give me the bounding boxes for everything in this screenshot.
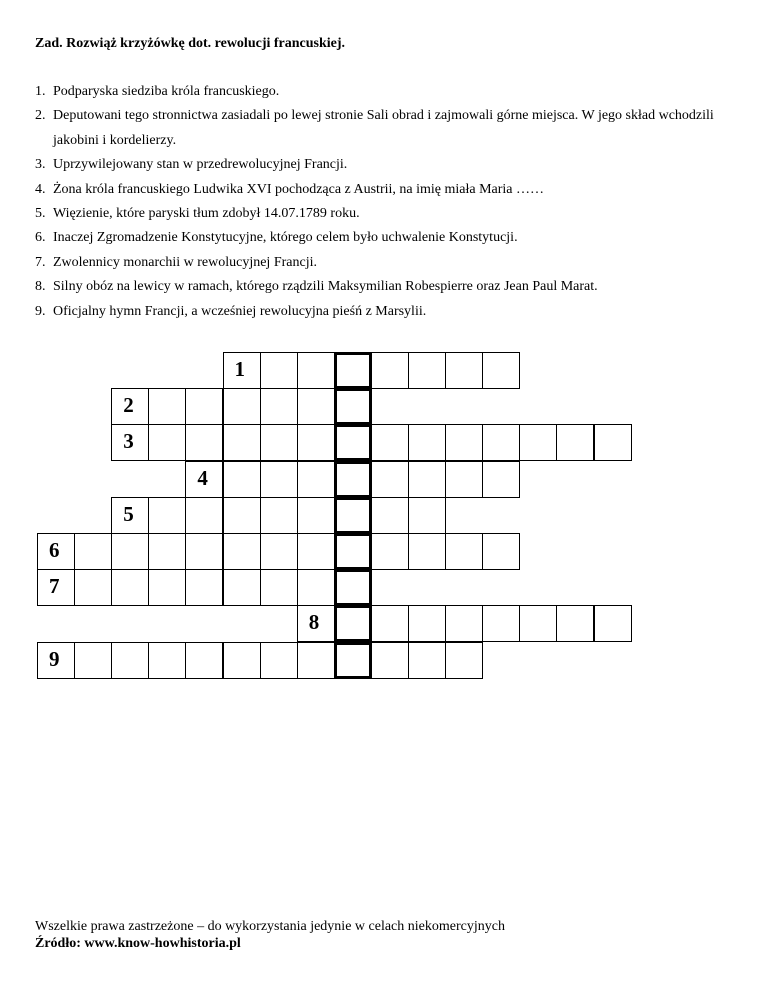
clue-text: Podparyska siedziba króla francuskiego. xyxy=(53,84,280,99)
crossword-row-number: 4 xyxy=(197,465,208,490)
letter-cell[interactable] xyxy=(223,533,261,570)
clue-text: Zwolennicy monarchii w rewolucyjnej Francji. xyxy=(53,254,317,270)
letter-cell[interactable] xyxy=(556,424,594,461)
letter-cell[interactable] xyxy=(185,424,223,461)
source-credit: Źródło: www.know-howhistoria.pl xyxy=(35,936,241,951)
letter-cell[interactable] xyxy=(297,533,335,570)
letter-cell[interactable] xyxy=(408,352,446,389)
letter-cell[interactable] xyxy=(260,533,298,570)
letter-cell[interactable] xyxy=(408,461,446,498)
letter-cell[interactable] xyxy=(297,569,335,606)
letter-cell[interactable] xyxy=(482,533,520,570)
clue-text: Inaczej Zgromadzenie Konstytucyjne, którego celem było uchwalenie Konstytucji. xyxy=(53,230,518,246)
letter-cell[interactable] xyxy=(260,388,298,425)
letter-cell[interactable] xyxy=(260,642,298,679)
clue-text: Więzienie, które paryski tłum zdobył 14.07.1789 roku. xyxy=(53,206,360,222)
letter-cell[interactable] xyxy=(185,388,223,425)
letter-cell[interactable] xyxy=(482,605,520,642)
letter-cell[interactable] xyxy=(556,605,594,642)
clue-number: 3. xyxy=(35,157,46,173)
letter-cell[interactable] xyxy=(111,642,149,679)
letter-cell[interactable] xyxy=(185,569,223,606)
crossword-row-number: 3 xyxy=(123,429,134,454)
clue-number: 2. xyxy=(35,108,46,124)
letter-cell[interactable] xyxy=(260,497,298,534)
letter-cell[interactable] xyxy=(482,352,520,389)
clue-number: 1. xyxy=(35,84,46,99)
letter-cell[interactable] xyxy=(445,461,483,498)
letter-cell[interactable] xyxy=(297,461,335,498)
letter-cell[interactable] xyxy=(371,605,409,642)
clue-number: 8. xyxy=(35,279,46,295)
crossword-row-number: 9 xyxy=(49,646,60,671)
clue-number: 4. xyxy=(35,181,46,197)
clue-number: 6. xyxy=(35,230,46,246)
letter-cell[interactable] xyxy=(408,642,446,679)
letter-cell[interactable] xyxy=(371,642,409,679)
letter-cell[interactable] xyxy=(408,533,446,570)
password-cell[interactable] xyxy=(334,424,372,461)
letter-cell[interactable] xyxy=(445,424,483,461)
letter-cell[interactable] xyxy=(185,497,223,534)
clue-text: Silny obóz na lewicy w ramach, którego rządzili Maksymilian Robespierre oraz Jean Paul Marat. xyxy=(53,279,598,295)
footer xyxy=(35,918,505,952)
letter-cell[interactable] xyxy=(408,497,446,534)
letter-cell[interactable] xyxy=(408,424,446,461)
password-cell[interactable] xyxy=(334,642,372,679)
letter-cell[interactable] xyxy=(148,424,186,461)
letter-cell[interactable] xyxy=(519,424,557,461)
letter-cell[interactable] xyxy=(594,605,632,642)
letter-cell[interactable] xyxy=(148,569,186,606)
crossword-row-number: 6 xyxy=(49,538,60,562)
letter-cell[interactable] xyxy=(223,569,261,606)
letter-cell[interactable] xyxy=(594,424,632,461)
letter-cell[interactable] xyxy=(223,461,261,498)
letter-cell[interactable] xyxy=(519,605,557,642)
letter-cell[interactable] xyxy=(74,533,112,570)
letter-cell[interactable] xyxy=(297,424,335,461)
password-cell[interactable] xyxy=(334,533,372,570)
worksheet-title: Zad. Rozwiąż krzyżówkę dot. rewolucji francuskiej. xyxy=(35,36,346,51)
letter-cell[interactable] xyxy=(371,461,409,498)
clue-number: 9. xyxy=(35,303,46,319)
letter-cell[interactable] xyxy=(445,642,483,679)
password-cell[interactable] xyxy=(334,352,372,389)
letter-cell[interactable] xyxy=(260,352,298,389)
letter-cell[interactable] xyxy=(185,533,223,570)
letter-cell[interactable] xyxy=(223,424,261,461)
letter-cell[interactable] xyxy=(371,352,409,389)
letter-cell[interactable] xyxy=(74,569,112,606)
letter-cell[interactable] xyxy=(371,424,409,461)
letter-cell[interactable] xyxy=(185,642,223,679)
copyright-note: Wszelkie prawa zastrzeżone – do wykorzystania jedynie w celach niekomercyjnych xyxy=(35,919,505,934)
password-cell[interactable] xyxy=(334,605,372,642)
clue-number: 5. xyxy=(35,206,46,222)
letter-cell[interactable] xyxy=(223,497,261,534)
password-cell[interactable] xyxy=(334,569,372,606)
letter-cell[interactable] xyxy=(482,424,520,461)
letter-cell[interactable] xyxy=(111,533,149,570)
clue-text: Żona króla francuskiego Ludwika XVI pochodząca z Austrii, na imię miała Maria …… xyxy=(53,181,545,197)
clue-text: Uprzywilejowany stan w przedrewolucyjnej Francji. xyxy=(53,157,348,173)
crossword-row-number: 1 xyxy=(234,357,245,381)
letter-cell[interactable] xyxy=(74,642,112,679)
letter-cell[interactable] xyxy=(148,497,186,534)
letter-cell[interactable] xyxy=(111,569,149,606)
letter-cell[interactable] xyxy=(297,352,335,389)
letter-cell[interactable] xyxy=(371,497,409,534)
letter-cell[interactable] xyxy=(408,605,446,642)
clue-text: Deputowani tego stronnictwa zasiadali po lewej stronie Sali obrad i zajmowali górne miejsca. W jego skład wchodzili jakobini i kordelierzy. xyxy=(53,108,714,148)
letter-cell[interactable] xyxy=(148,533,186,570)
crossword-row-number: 8 xyxy=(308,610,320,635)
letter-cell[interactable] xyxy=(445,605,483,642)
letter-cell[interactable] xyxy=(223,388,261,425)
letter-cell[interactable] xyxy=(148,388,186,425)
password-cell[interactable] xyxy=(334,388,372,425)
letter-cell[interactable] xyxy=(260,461,298,498)
letter-cell[interactable] xyxy=(223,642,261,679)
letter-cell[interactable] xyxy=(482,461,520,498)
crossword-row-number: 5 xyxy=(123,501,134,526)
letter-cell[interactable] xyxy=(260,569,298,606)
letter-cell[interactable] xyxy=(297,642,335,679)
password-cell[interactable] xyxy=(334,461,372,498)
crossword-row-number: 2 xyxy=(123,393,134,418)
letter-cell[interactable] xyxy=(297,497,335,534)
crossword-row-number: 7 xyxy=(49,574,60,599)
letter-cell[interactable] xyxy=(445,533,483,570)
letter-cell[interactable] xyxy=(148,642,186,679)
letter-cell[interactable] xyxy=(260,424,298,461)
letter-cell[interactable] xyxy=(297,388,335,425)
password-cell[interactable] xyxy=(334,497,372,534)
clue-number: 7. xyxy=(35,254,46,270)
clue-text: Oficjalny hymn Francji, a wcześniej rewolucyjna pieśń z Marsylii. xyxy=(53,303,427,319)
letter-cell[interactable] xyxy=(445,352,483,389)
letter-cell[interactable] xyxy=(371,533,409,570)
